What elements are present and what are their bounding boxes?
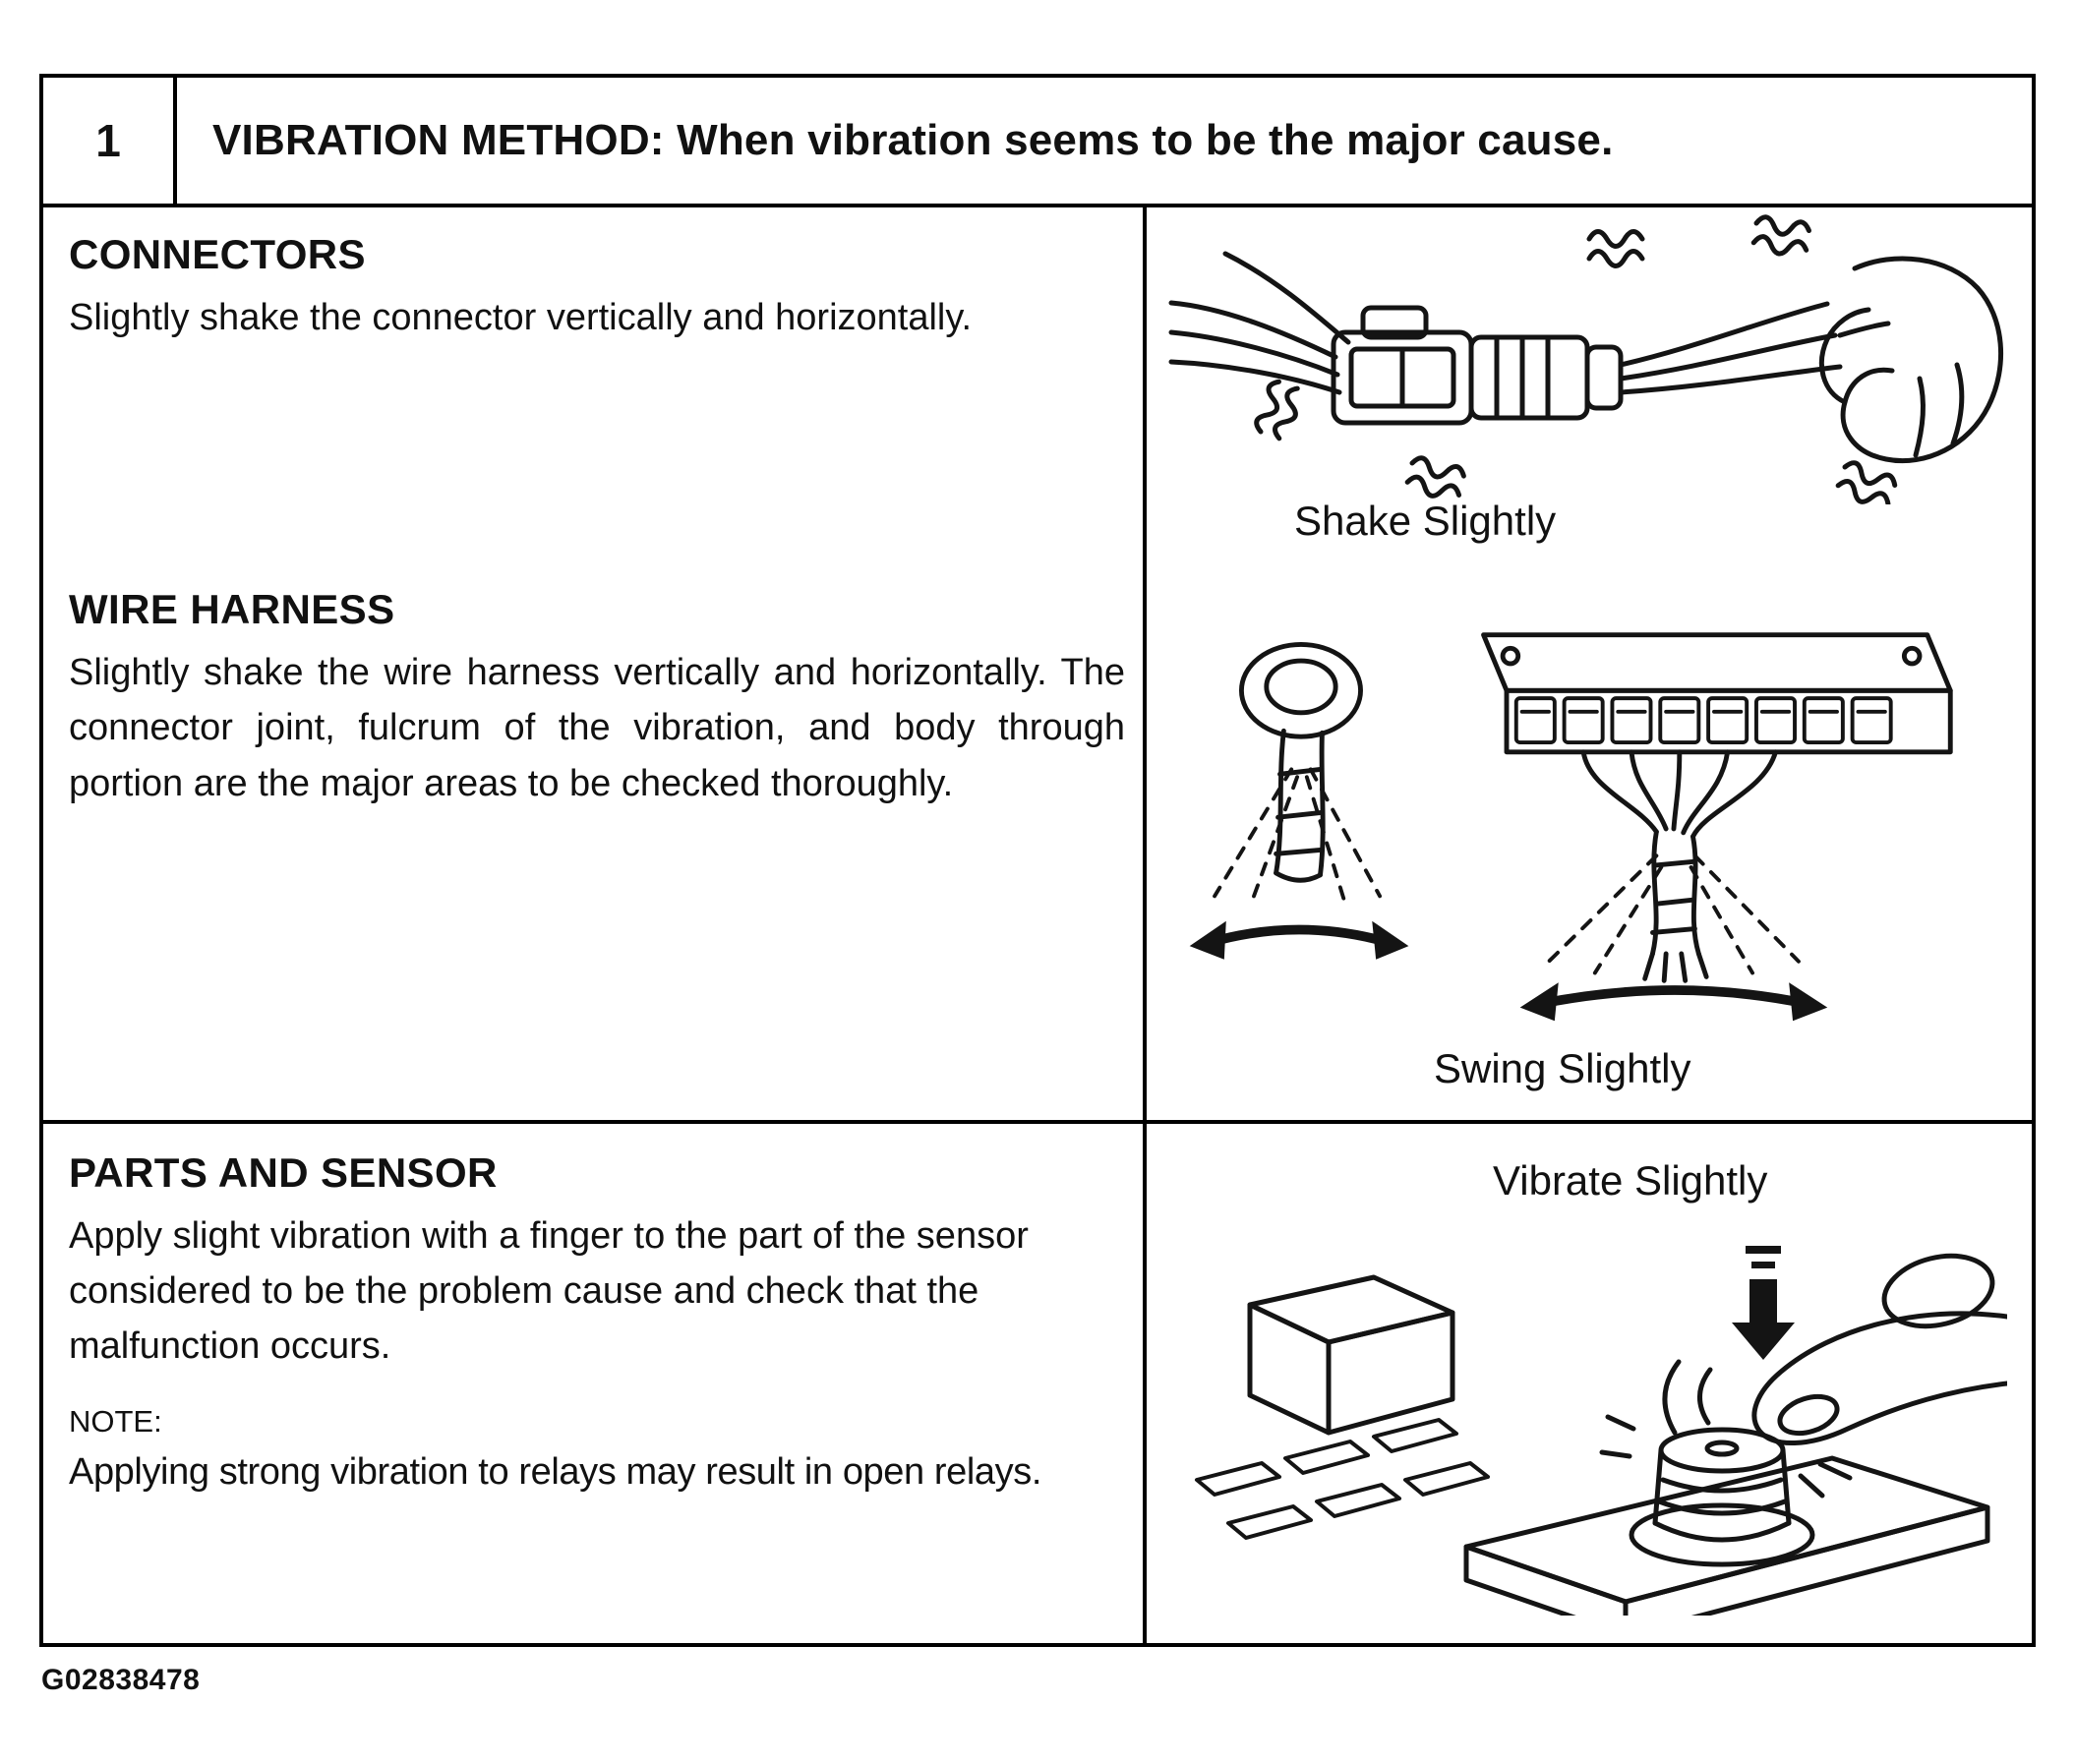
swing-harness-illustration [1176, 611, 2002, 1043]
connectors-heading: CONNECTORS [69, 231, 366, 277]
parts-sensor-body: Apply slight vibration with a finger to the part of the sensor considered to be the problem cause and check that the malfunction occurs. [69, 1215, 1029, 1368]
connectors-wire-harness-cell [43, 207, 1147, 1124]
swing-caption: Swing Slightly [1434, 1045, 1691, 1091]
lower-illustration-cell [1147, 1124, 2032, 1643]
note-body: Applying strong vibration to relays may result in open relays. [69, 1451, 1042, 1493]
parts-sensor-cell [43, 1124, 1147, 1643]
shake-caption: Shake Slightly [1294, 498, 1557, 544]
wire-harness-body: Slightly shake the wire harness vertically and horizontally. The connector joint, fulcrum of the vibration, and body through portion are the major areas to be checked thoroughly. [69, 652, 1125, 804]
table-header-row [43, 78, 2032, 207]
step-number: 1 [43, 78, 177, 204]
procedure-table [39, 74, 2036, 1647]
vibrate-caption: Vibrate Slightly [1493, 1157, 1768, 1204]
vibrate-sensor-illustration [1171, 1222, 2007, 1616]
note-label: NOTE: [69, 1403, 162, 1439]
wire-harness-heading: WIRE HARNESS [69, 586, 395, 633]
section-title: VIBRATION METHOD: When vibration seems to be the major cause. [212, 116, 1614, 164]
shake-connector-illustration [1166, 209, 2012, 504]
table-body [43, 207, 2032, 1643]
connectors-body: Slightly shake the connector vertically and horizontally. [69, 297, 973, 338]
parts-sensor-heading: PARTS AND SENSOR [69, 1149, 498, 1196]
upper-illustrations-cell [1147, 207, 2032, 1124]
figure-id: G02838478 [41, 1664, 201, 1696]
